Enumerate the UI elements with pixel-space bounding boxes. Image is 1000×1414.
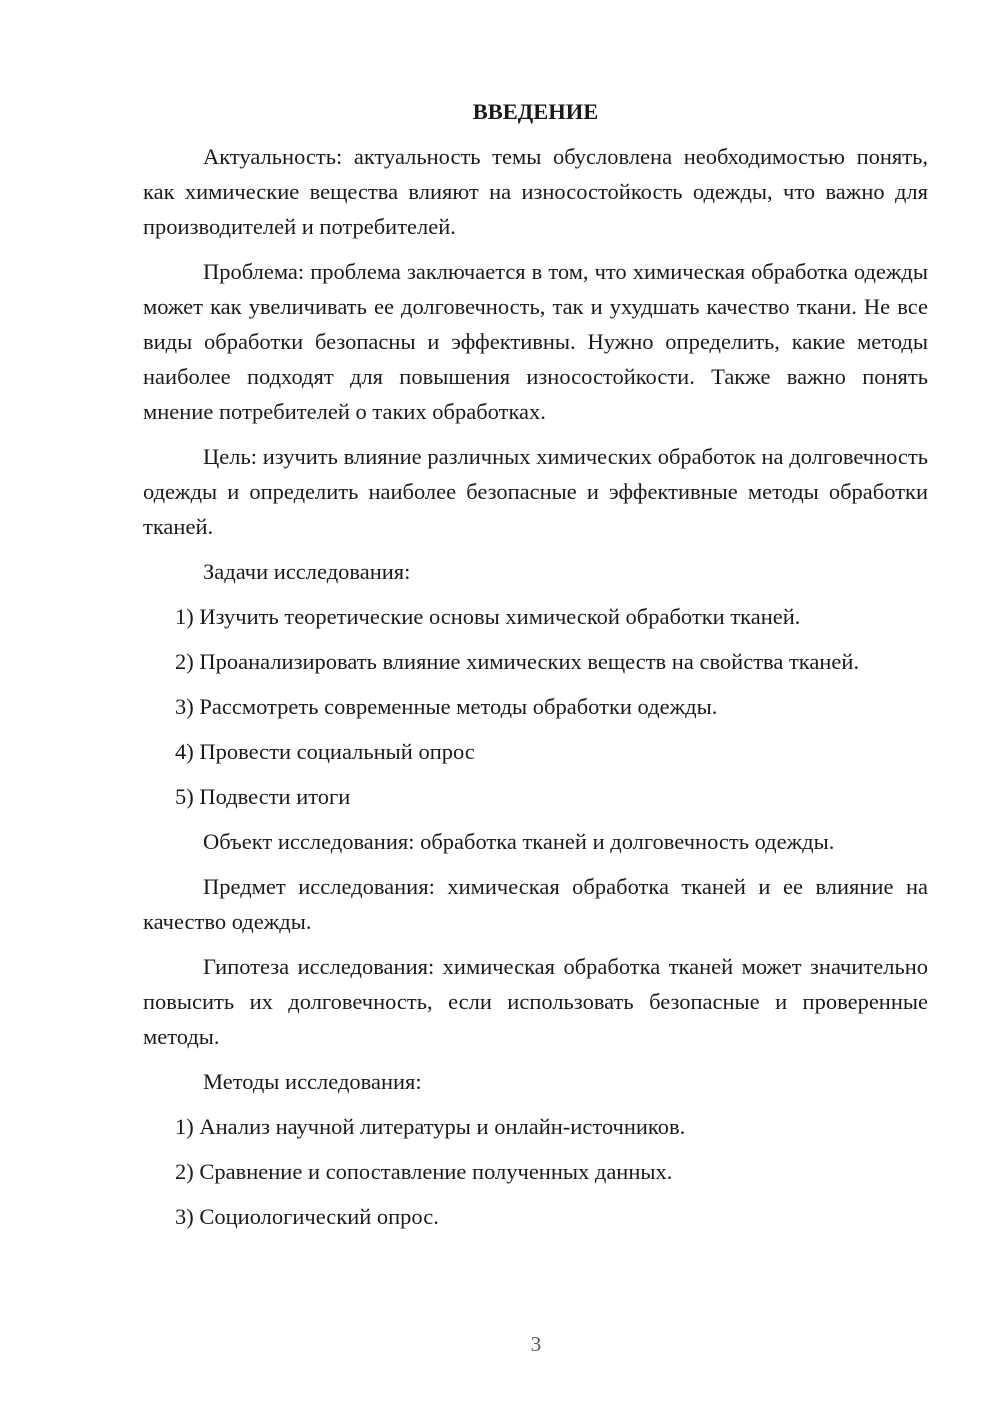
list-item: 2) Сравнение и сопоставление полученных данных. — [175, 1159, 673, 1184]
object-paragraph: Объект исследования: обработка тканей и долговечность одежды. — [203, 829, 835, 854]
methods-heading: Методы исследования: — [203, 1069, 422, 1094]
list-item: 1) Изучить теоретические основы химической обработки тканей. — [175, 604, 801, 629]
subject-paragraph: Предмет исследования: химическая обработка тканей и ее влияние на качество одежды. — [143, 874, 928, 934]
tasks-heading: Задачи исследования: — [203, 559, 411, 584]
problem-paragraph: Проблема: проблема заключается в том, что химическая обработка одежды может как увеличивать ее долговечность, так и ухудшать качество ткани. Не все виды обработки безопасны и эффективны. Нужно определить, какие методы наиболее подходят для повышения износостойкости. Также важно понять мнение потребителей о таких обработках. — [143, 259, 928, 424]
page-content — [143, 94, 928, 1244]
list-item: 3) Социологический опрос. — [175, 1204, 439, 1229]
methods-list — [143, 1109, 928, 1234]
goal-paragraph: Цель: изучить влияние различных химических обработок на долговечность одежды и определить наиболее безопасные и эффективные методы обработки тканей. — [143, 444, 928, 539]
list-item: 4) Провести социальный опрос — [175, 739, 475, 764]
page-title: ВВЕДЕНИЕ — [472, 99, 599, 124]
list-item: 5) Подвести итоги — [175, 784, 351, 809]
list-item: 1) Анализ научной литературы и онлайн-источников. — [175, 1114, 686, 1139]
list-item: 2) Проанализировать влияние химических веществ на свойства тканей. — [175, 649, 860, 674]
hypothesis-paragraph: Гипотеза исследования: химическая обработка тканей может значительно повысить их долговечность, если использовать безопасные и проверенные методы. — [143, 954, 928, 1049]
relevance-paragraph: Актуальность: актуальность темы обусловлена необходимостью понять, как химические вещества влияют на износостойкость одежды, что важно для производителей и потребителей. — [143, 144, 928, 239]
page-number: 3 — [530, 1332, 542, 1356]
list-item: 3) Рассмотреть современные методы обработки одежды. — [175, 694, 718, 719]
tasks-list — [143, 599, 928, 814]
